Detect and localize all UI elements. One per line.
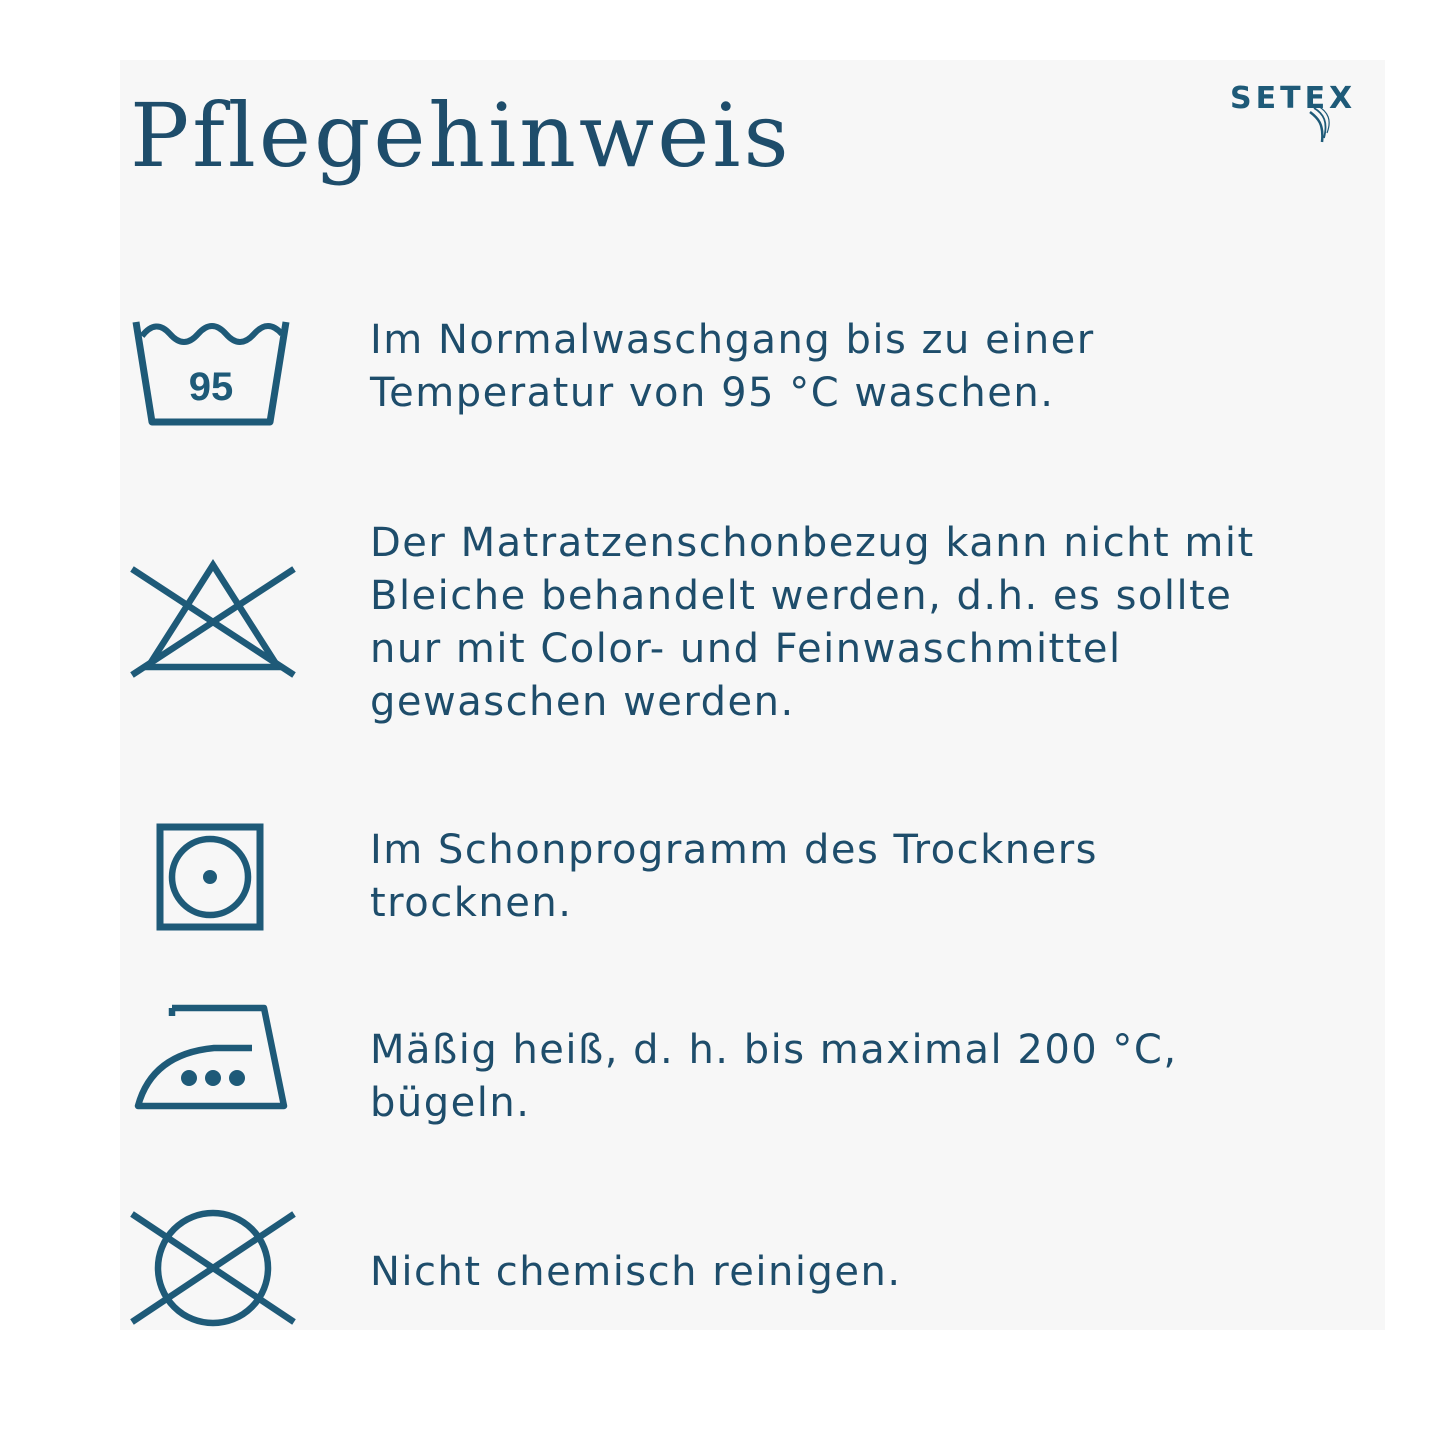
- brand-logo: [1228, 78, 1380, 150]
- wash-95-icon: [128, 310, 293, 430]
- instruction-text-dry: Im Schonprogramm des Trockners trocknen.: [370, 827, 1099, 926]
- iron-three-dots-icon: [132, 998, 292, 1113]
- instruction-text-dryclean: Nicht chemisch reinigen.: [370, 1249, 902, 1295]
- instruction-text-bleach: Der Matratzenschonbezug kann nicht mit Bleiche behandelt werden, d.h. es sollte nur mit Color- und Feinwaschmittel gewaschen werden.: [370, 520, 1255, 725]
- svg-text:SETEX: SETEX: [1230, 81, 1357, 116]
- svg-text:95: 95: [188, 365, 234, 409]
- instruction-text-wash: Im Normalwaschgang bis zu einer Temperatur von 95 °C waschen.: [370, 317, 1095, 416]
- page-title: Pflegehinweis: [130, 84, 792, 187]
- no-bleach-icon: [128, 555, 298, 680]
- no-dry-clean-icon: [128, 1208, 298, 1328]
- tumble-dry-low-icon: [155, 822, 267, 934]
- instruction-text-iron: Mäßig heiß, d. h. bis maximal 200 °C, bügeln.: [370, 1027, 1178, 1126]
